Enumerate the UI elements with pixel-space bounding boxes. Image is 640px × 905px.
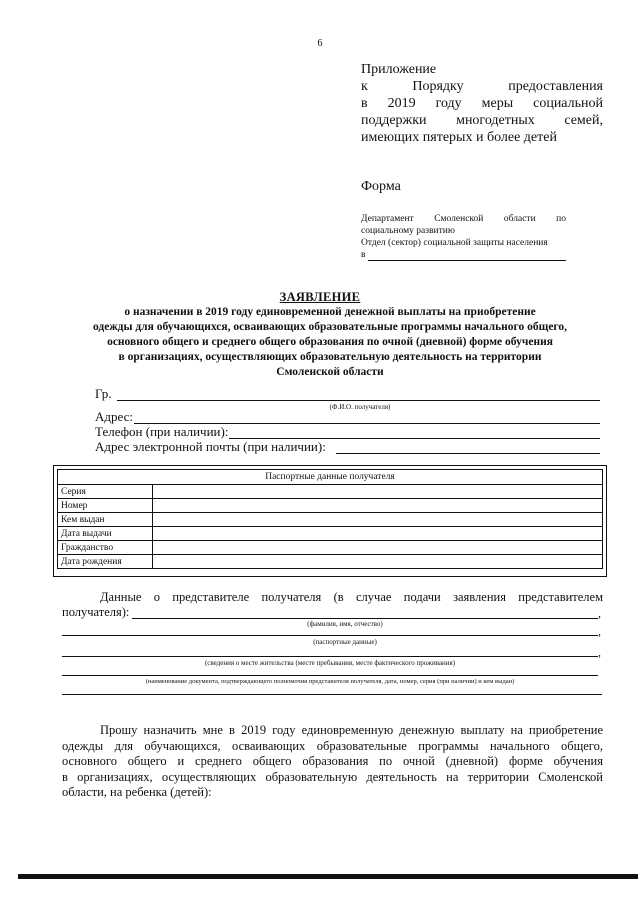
fio-hint: (Ф.И.О. получателя) <box>329 403 391 411</box>
department-block <box>361 213 566 261</box>
row-label-citizenship: Гражданство <box>58 541 153 555</box>
representative-text: Данные о представителе получателя (в случае подачи заявления представителем <box>100 590 603 604</box>
comma: , <box>598 606 601 620</box>
appendix-line: имеющих пятерых и более детей <box>361 130 557 145</box>
gr-label: Гр. <box>95 386 112 401</box>
table-row <box>58 541 603 555</box>
appendix-block <box>361 61 603 146</box>
row-label-number: Номер <box>58 499 153 513</box>
comma: , <box>598 645 601 659</box>
appendix-line: к Порядку предоставления <box>361 79 603 94</box>
document-title: ЗАЯВЛЕНИЕ <box>279 290 361 304</box>
representative-residence-hint: (сведения о месте жительства (месте пребывания, месте фактического проживания) <box>204 659 456 667</box>
table-row <box>58 499 603 513</box>
subtitle-line: в организациях, осуществляющих образовательную деятельность на территории <box>118 351 542 363</box>
request-line: области, на ребенка (детей): <box>62 785 212 799</box>
email-blank[interactable] <box>336 453 600 454</box>
department-line: в <box>361 250 366 260</box>
representative-fio-hint: (фамилия, имя, отчество) <box>307 620 383 628</box>
subtitle-line: одежды для обучающихся, осваивающих образовательные программы начального общего, <box>93 321 567 333</box>
department-line: Департамент Смоленской области по <box>361 214 566 224</box>
subtitle-line: Смоленской области <box>276 366 384 378</box>
representative-passport-hint: (паспортные данные) <box>313 638 377 646</box>
department-line: Отдел (сектор) социальной защиты населения <box>361 238 548 248</box>
row-value-issue-date[interactable] <box>153 527 603 541</box>
representative-document-hint: (наименование документа, подтверждающего полномочия представителя получателя, дата, номер, серия (при наличии) и кем выдан) <box>145 678 515 685</box>
phone-label: Телефон (при наличии): <box>95 424 229 439</box>
fio-blank[interactable] <box>117 400 600 401</box>
row-value-series[interactable] <box>153 485 603 499</box>
table-row <box>58 527 603 541</box>
representative-residence-blank[interactable] <box>62 656 598 657</box>
subtitle-line: основного общего и среднего общего образования по очной (дневной) форме обучения <box>107 336 553 348</box>
table-row <box>58 555 603 569</box>
address-label: Адрес: <box>95 409 133 424</box>
comma: , <box>598 624 601 638</box>
row-value-number[interactable] <box>153 499 603 513</box>
row-label-issue-date: Дата выдачи <box>58 527 153 541</box>
request-line: в организациях, осуществляющих образовательную деятельность на территории Смоленской <box>62 769 603 784</box>
department-line: социальному развитию <box>361 226 455 236</box>
appendix-line: поддержки многодетных семей, <box>361 113 603 128</box>
appendix-line: в 2019 году меры социальной <box>361 96 603 111</box>
bottom-scan-edge <box>18 874 638 879</box>
row-value-citizenship[interactable] <box>153 541 603 555</box>
passport-table-header: Паспортные данные получателя <box>58 470 603 485</box>
row-label-series: Серия <box>58 485 153 499</box>
department-blank[interactable] <box>368 250 567 261</box>
row-label-issued-by: Кем выдан <box>58 513 153 527</box>
form-label: Форма <box>361 179 401 194</box>
representative-line2: получателя): <box>62 605 130 619</box>
row-value-birth-date[interactable] <box>153 555 603 569</box>
table-row <box>58 513 603 527</box>
appendix-line: Приложение <box>361 62 437 77</box>
representative-line1 <box>62 590 603 605</box>
department-fill-line <box>361 249 566 261</box>
representative-extra-blank[interactable] <box>62 694 602 695</box>
document-subtitle <box>80 305 580 380</box>
request-line: Прошу назначить мне в 2019 году единовременную денежную выплату на приобретение <box>100 723 603 737</box>
request-paragraph <box>62 723 603 801</box>
passport-table <box>57 469 603 569</box>
representative-fio-blank[interactable] <box>132 618 598 619</box>
request-line: одежды для обучающихся, осваивающих образовательные программы начального общего, <box>62 738 603 753</box>
representative-document-blank[interactable] <box>62 675 598 676</box>
row-label-birth-date: Дата рождения <box>58 555 153 569</box>
row-value-issued-by[interactable] <box>153 513 603 527</box>
email-label: Адрес электронной почты (при наличии): <box>95 439 326 454</box>
request-line: основного общего и среднего общего образования по очной (дневной) форме обучения <box>62 754 603 768</box>
representative-passport-blank[interactable] <box>62 635 598 636</box>
page-number: 6 <box>317 38 323 49</box>
table-row <box>58 485 603 499</box>
subtitle-line: о назначении в 2019 году единовременной денежной выплаты на приобретение <box>124 306 536 318</box>
